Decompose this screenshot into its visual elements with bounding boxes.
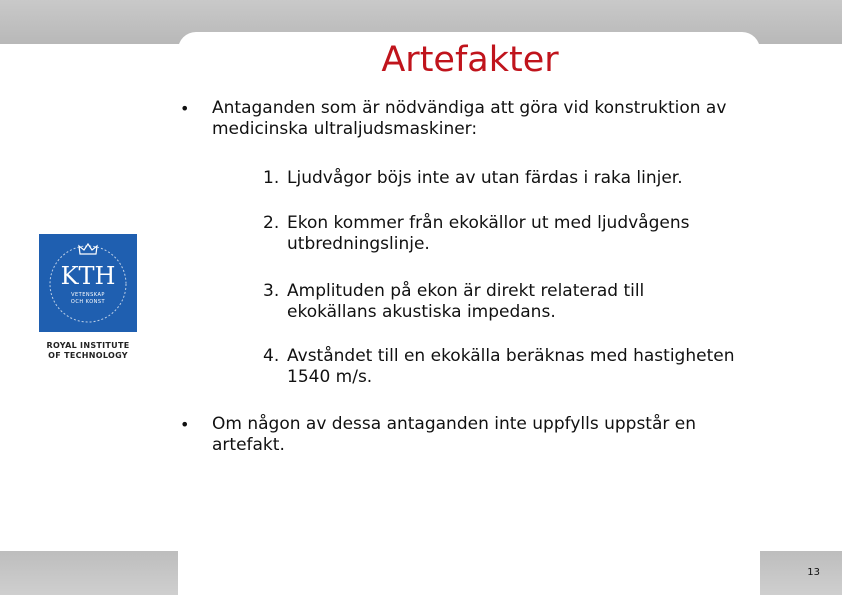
logo-caption [38, 341, 138, 361]
logo-caption-line2: OF TECHNOLOGY [48, 351, 128, 360]
item-number: 2. [263, 213, 280, 233]
item-text: Ljudvågor böjs inte av utan färdas i raka linjer. [287, 168, 683, 188]
item-text: Ekon kommer från ekokällor ut med ljudvågens utbredningslinje. [287, 213, 690, 254]
bullet-marker: • [180, 99, 190, 118]
slide-title: Artefakter [381, 40, 559, 80]
item-text: Amplituden på ekon är direkt relaterad till ekokällans akustiska impedans. [287, 281, 645, 322]
item-number: 4. [263, 346, 280, 366]
item-number: 3. [263, 281, 280, 301]
bullet-text: Om någon av dessa antaganden inte uppfylls uppstår en artefakt. [212, 414, 697, 455]
logo-wordmark: KTH [60, 262, 116, 290]
page-number: 13 [807, 567, 820, 578]
bullet-text: Antaganden som är nödvändiga att göra vid konstruktion av medicinska ultraljudsmaskiner: [212, 98, 727, 139]
logo-caption-line1: ROYAL INSTITUTE [46, 341, 130, 350]
logo-motto [39, 292, 137, 306]
item-text: Avståndet till en ekokälla beräknas med hastigheten 1540 m/s. [287, 346, 735, 387]
kth-logo [39, 234, 137, 332]
item-number: 1. [263, 168, 280, 188]
logo-motto-line2: OCH KONST [70, 299, 106, 305]
bullet-marker: • [180, 415, 190, 434]
logo-motto-line1: VETENSKAP [71, 292, 105, 298]
